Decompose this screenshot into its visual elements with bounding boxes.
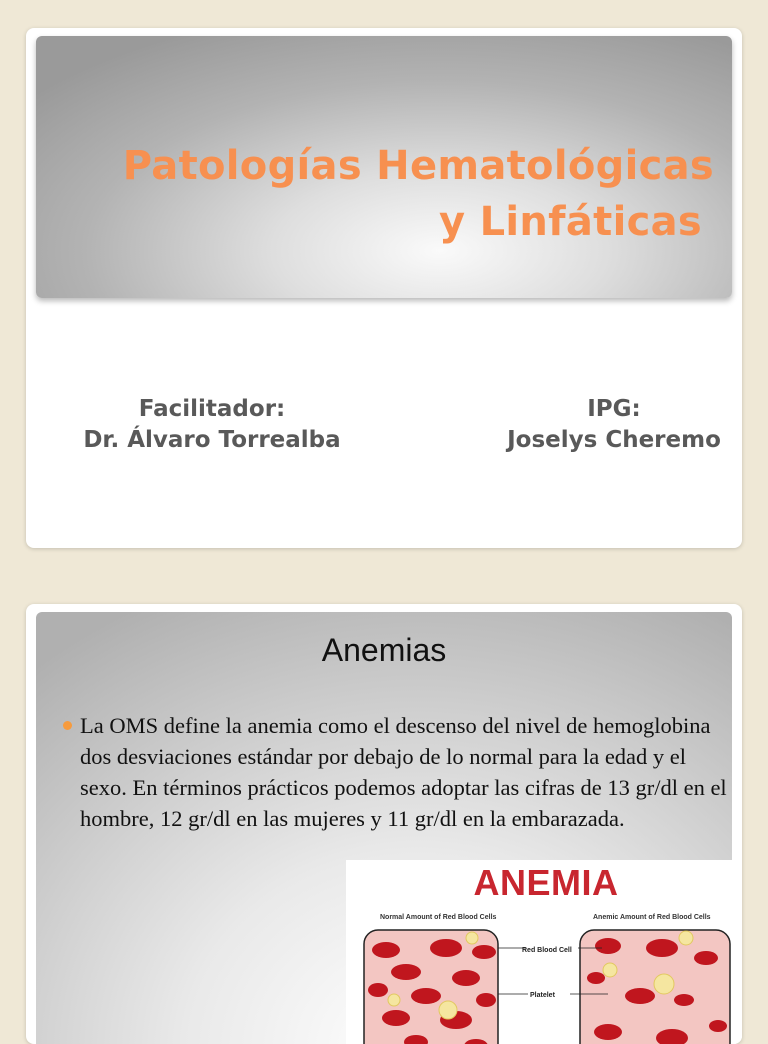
infographic-title: ANEMIA <box>473 862 619 903</box>
content-panel <box>36 612 732 1044</box>
presentation-title <box>34 138 714 250</box>
slide-2 <box>26 604 742 1044</box>
bullet-text: La OMS define la anemia como el descenso del nivel de hemoglobina dos desviaciones estándar por debajo de lo normal para la edad y el sexo. En términos prácticos podemos adoptar las cifras de 13 gr/dl en el hombre, 12 gr/dl en las mujeres y 11 gr/dl en la embarazada. <box>80 713 727 831</box>
facilitator-label: Facilitador: <box>138 396 286 422</box>
ipg-name: Joselys Cheremo <box>507 427 721 453</box>
ipg-block <box>490 394 738 456</box>
slide-1 <box>26 28 742 548</box>
anemic-label: Anemic Amount of Red Blood Cells <box>593 914 711 921</box>
bullet-icon <box>63 721 72 730</box>
ipg-label: IPG: <box>587 396 641 422</box>
title-line-1: Patologías Hematológicas <box>122 143 714 189</box>
slide-heading: Anemias <box>321 632 447 668</box>
anemia-infographic <box>346 860 742 1044</box>
rbc-callout: Red Blood Cell <box>522 947 572 954</box>
title-line-2: y Linfáticas <box>438 199 702 245</box>
title-banner <box>36 36 732 298</box>
platelet-callout: Platelet <box>530 992 555 999</box>
facilitator-block <box>46 394 378 456</box>
normal-label: Normal Amount of Red Blood Cells <box>380 914 497 921</box>
facilitator-name: Dr. Álvaro Torrealba <box>83 427 341 453</box>
